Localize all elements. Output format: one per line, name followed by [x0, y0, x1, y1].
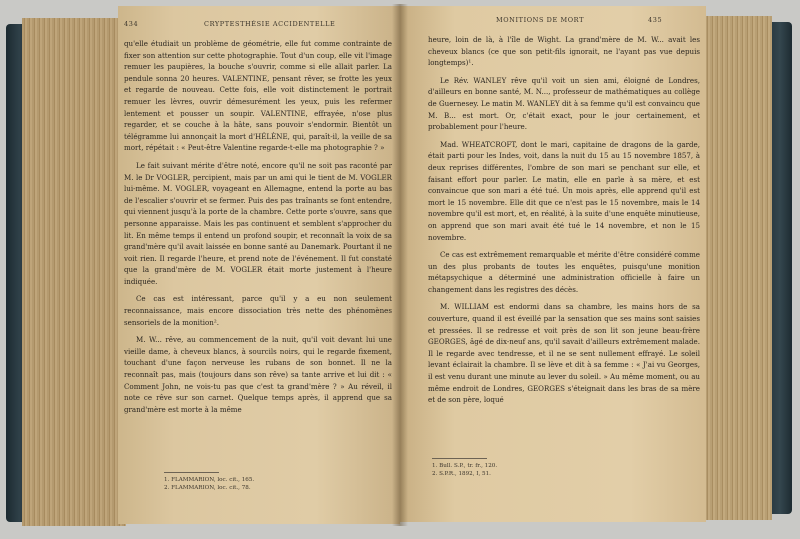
paragraph: M. W... rêve, au commencement de la nuit, qu'il voit devant lui une vieille dame, à cheveux blancs, à sourcils noirs, qui le regarde fixement, touchant d'une façon nerveuse les rubans de son bonnet. Il ne la reconnaît pas, mais (toujours dans son rêve) sa tante arrive et lui dit : « Comment John, ne vois-tu pas que c'est ta grand'mère ? » Au réveil, il note ce rêve sur son carnet. Quelque temps après, il apprend que sa grand'mère est morte à la même	[124, 335, 392, 414]
paragraph: Ce cas est extrêmement remarquable et mérite d'être considéré comme un des plus probants de toutes les enquêtes, puisqu'une monition métapsychique a déterminé une administration officielle à faire un changement dans les registres des décès.	[428, 250, 700, 294]
left-page-edges	[22, 18, 126, 526]
right-page-edges	[700, 16, 772, 520]
footnote: 1. FLAMMARION, loc. cit., 165.	[164, 477, 255, 483]
right-page-text	[428, 34, 700, 412]
paragraph: heure, loin de là, à l'île de Wight. La grand'mère de M. W... avait les cheveux blancs (ce que son petit-fils ignorait, ne l'ayant pas vue depuis longtemps)¹.	[428, 35, 700, 68]
paragraph: qu'elle étudiait un problème de géométrie, elle fut comme contrainte de fixer son attention sur cette photographie. Tout d'un coup, elle vit l'image remuer les paupières, la bouche s'ouvrir, comme si elle allait parler. La pendule sonna 20 heures. VALENTINE, pensant rêver, se frotte les yeux et regarde de nouveau. Cette fois, elle voit distinctement le portrait remuer les lèvres, ouvrir démesurément les yeux, puis les refermer lentement et pousser un soupir. VALENTINE, effrayée, n'ose plus regarder, et se couche à la hâte, sans pouvoir s'endormir. Bientôt un télégramme lui annonçait la mort d'HÉLÈNE, qui, paraît-il, la veille de sa mort, répétait : « Peut-être Valentine regarde-t-elle ma photographie ? »	[124, 39, 392, 153]
right-page	[400, 6, 706, 522]
book-gutter	[392, 4, 408, 526]
left-footnotes	[164, 472, 254, 492]
right-running-head: MONITIONS DE MORT	[496, 16, 584, 24]
left-page-number: 434	[124, 20, 139, 28]
left-page	[118, 6, 400, 524]
paragraph: Le Rév. WANLEY rêve qu'il voit un sien ami, éloigné de Londres, d'ailleurs en bonne santé, M. N..., professeur de mathématiques au collège de Guernesey. Le matin M. WANLEY dit à sa femme qu'il est convaincu que M. B... est mort. Or, c'était exact, pour le jour certainement, et probablement pour l'heure.	[428, 75, 700, 132]
paragraph: Mad. WHEATCROFT, dont le mari, capitaine de dragons de la garde, était parti pour les Indes, voit, dans la nuit du 15 au 15 novembre 1857, à deux reprises différentes, l'ombre de son mari se penchant sur elle, et faisant effort pour parler. Le matin, elle en parle à sa mère, et est convaincue que son mari a été tué. Un mois après, elle apprend qu'il est mort le 15 novembre. Elle dit que ce n'est pas le 15 novembre, mais le 14 novembre qu'il est mort, et, en réalité, à la suite d'une enquête minutieuse, on apprend que son mari avait été tué le 14 novembre, et non le 15 novembre.	[428, 139, 700, 242]
footnote: 2. FLAMMARION, loc. cit., 78.	[164, 485, 251, 491]
right-page-number: 435	[648, 16, 663, 24]
footnote: 2. S.P.R., 1892, I, 51.	[432, 471, 491, 477]
right-footnotes	[432, 458, 497, 478]
paragraph: Ce cas est intéressant, parce qu'il y a eu non seulement reconnaissance, mais encore dissociation très nette des phénomènes sensoriels de la monition².	[124, 294, 392, 327]
left-page-text	[124, 38, 392, 421]
left-running-head: CRYPTESTHÉSIE ACCIDENTELLE	[204, 20, 336, 28]
footnote: 1. Bull. S.P., tr. fr., 120.	[432, 463, 498, 469]
paragraph: Le fait suivant mérite d'être noté, encore qu'il ne soit pas raconté par M. le Dr VOGLER, percipient, mais par un ami qui le tient de M. VOGLER lui-même. M. VOGLER, voyageant en Allemagne, entend la porte au bas de l'escalier s'ouvrir et se fermer. Puis des pas traînants se font entendre, qui viennent jusqu'à la porte de la chambre. Cette porte s'ouvre, sans que personne apparaisse. Mais les pas continuent et semblent s'approcher du lit. En même temps il entend un profond soupir, et reconnaît la voix de sa grand'mère qu'il avait laissée en bonne santé au Danemark. Pourtant il ne voit rien. Il regarde l'heure, et prend note de l'événement. Il fut constaté que la grand'mère de M. VOGLER était morte justement à l'heure indiquée.	[124, 160, 392, 286]
paragraph: M. WILLIAM est endormi dans sa chambre, les mains hors de sa couverture, quand il est éveillé par la sensation que ses mains sont saisies et pressées. Il se redresse et voit près de son lit son jeune beau-frère GEORGES, âgé de dix-neuf ans, qu'il savait d'ailleurs extrêmement malade. Il le regarde avec tendresse, et il ne se sent nullement effrayé. Le soleil levant éclairait la chambre. Il se lève et dit à sa femme : « J'ai vu Georges, il est venu durant une minute au lever du soleil. » Au même moment, ou au même endroit de Londres, GEORGES s'éteignait dans les bras de sa mère et de son père, loqué	[428, 302, 700, 405]
